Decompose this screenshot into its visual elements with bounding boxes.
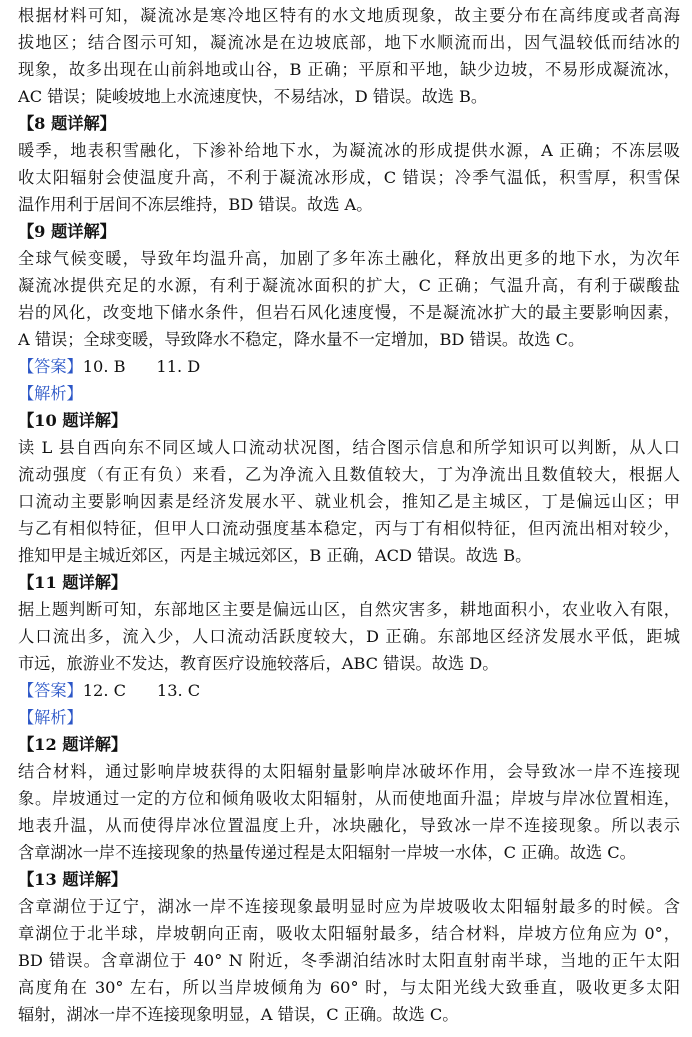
analysis-label: 【解析】	[18, 708, 83, 727]
text-line: 拔地区；结合图示可知，凝流冰是在边坡底部，地下水顺流而出，因气温较低而结冰的	[18, 33, 680, 52]
text-line: A 错误；全球变暖，导致降水不稳定，降水量不一定增加，BD 错误。故选 C。	[18, 330, 585, 349]
question-detail-heading: 【8 题详解】	[18, 114, 116, 133]
explanation-paragraph	[18, 893, 680, 1028]
text-line: 读 L 县自西向东不同区域人口流动状况图，结合图示信息和所学知识可以判断，从人口	[18, 438, 680, 457]
text-line: 与乙有相似特征，但甲人口流动强度基本稳定，丙与丁有相似特征，但丙流出相对较少，	[18, 519, 680, 538]
text-line: 章湖位于北半球，岸坡朝向正南，吸收太阳辐射最多，结合材料，岸坡方位角应为 0°，	[18, 924, 680, 943]
question-detail-heading: 【10 题详解】	[18, 411, 128, 430]
text-line: 高度角在 30° 左右，所以当岸坡倾角为 60° 时，与太阳光线大致垂直，吸收更多太阳	[18, 978, 680, 997]
answer-values: 10. B 11. D	[82, 357, 201, 376]
text-line: 凝流冰提供充足的水源，有利于凝流冰面积的扩大，C 正确；气温升高，有利于碳酸盐	[18, 276, 680, 295]
text-line: 口流动主要影响因素是经济发展水平、就业机会，推知乙是主城区，丁是偏远山区；甲	[18, 492, 680, 511]
text-line: 收太阳辐射会使温度升高，不利于凝流冰形成，C 错误；冷季气温低，积雪厚，积雪保	[18, 168, 680, 187]
text-line: 含章湖冰一岸不连接现象的热量传递过程是太阳辐射一岸坡一水体，C 正确。故选 C。	[18, 843, 636, 862]
text-line: AC 错误；陡峻坡地上水流速度快，不易结冰，D 错误。故选 B。	[18, 87, 488, 106]
text-line: 根据材料可知，凝流冰是寒冷地区特有的水文地质现象，故主要分布在高纬度或者高海	[18, 6, 680, 25]
text-line: 暖季，地表积雪融化，下渗补给地下水，为凝流冰的形成提供水源，A 正确；不冻层吸	[18, 141, 680, 160]
explanation-paragraph	[18, 2, 680, 110]
answer-values: 12. C 13. C	[82, 681, 201, 700]
text-line: 象。岸坡通过一定的方位和倾角吸收太阳辐射，从而使地面升温；岸坡与岸冰位置相连，	[18, 789, 680, 808]
text-line: 地表升温，从而使得岸冰位置温度上升，冰块融化，导致冰一岸不连接现象。所以表示	[18, 816, 680, 835]
explanation-paragraph	[18, 137, 680, 218]
text-line: 结合材料，通过影响岸坡获得的太阳辐射量影响岸冰破坏作用，会导致冰一岸不连接现	[18, 762, 680, 781]
document-content	[18, 2, 680, 1028]
text-line: 含章湖位于辽宁，湖冰一岸不连接现象最明显时应为岸坡吸收太阳辐射最多的时候。含	[18, 897, 680, 916]
analysis-label: 【解析】	[18, 384, 83, 403]
text-line: 流动强度（有正有负）来看，乙为净流入且数值较大，丁为净流出且数值较大，根据人	[18, 465, 680, 484]
answer-label: 【答案】	[18, 681, 83, 700]
question-detail-heading: 【13 题详解】	[18, 870, 128, 889]
text-line: 温作用利于居间不冻层维持，BD 错误。故选 A。	[18, 195, 373, 214]
answer-label: 【答案】	[18, 357, 83, 376]
question-detail-heading: 【9 题详解】	[18, 222, 116, 241]
question-detail-heading: 【11 题详解】	[18, 573, 128, 592]
explanation-paragraph	[18, 245, 680, 353]
text-line: 推知甲是主城近郊区，丙是主城远郊区，B 正确，ACD 错误。故选 B。	[18, 546, 532, 565]
text-line: 人口流出多，流入少，人口流动活跃度较大，D 正确。东部地区经济发展水平低，距城	[18, 627, 680, 646]
question-detail-heading: 【12 题详解】	[18, 735, 128, 754]
text-line: 全球气候变暖，导致年均温升高，加剧了多年冻土融化，释放出更多的地下水，为次年	[18, 249, 680, 268]
explanation-paragraph	[18, 758, 680, 866]
text-line: 岩的风化，改变地下储水条件，但岩石风化速度慢，不是凝流冰扩大的最主要影响因素，	[18, 303, 680, 322]
answer-line	[18, 353, 680, 380]
explanation-paragraph	[18, 434, 680, 569]
answer-line	[18, 677, 680, 704]
text-line: 辐射，湖冰一岸不连接现象明显，A 错误，C 正确。故选 C。	[18, 1005, 459, 1024]
explanation-paragraph	[18, 596, 680, 677]
text-line: 市远，旅游业不发达，教育医疗设施较落后，ABC 错误。故选 D。	[18, 654, 499, 673]
text-line: 现象，故多出现在山前斜地或山谷，B 正确；平原和平地，缺少边坡，不易形成凝流冰，	[18, 60, 680, 79]
text-line: 据上题判断可知，东部地区主要是偏远山区，自然灾害多，耕地面积小，农业收入有限，	[18, 600, 680, 619]
text-line: BD 错误。含章湖位于 40° N 附近，冬季湖泊结冰时太阳直射南半球，当地的正午太阳	[18, 951, 680, 970]
